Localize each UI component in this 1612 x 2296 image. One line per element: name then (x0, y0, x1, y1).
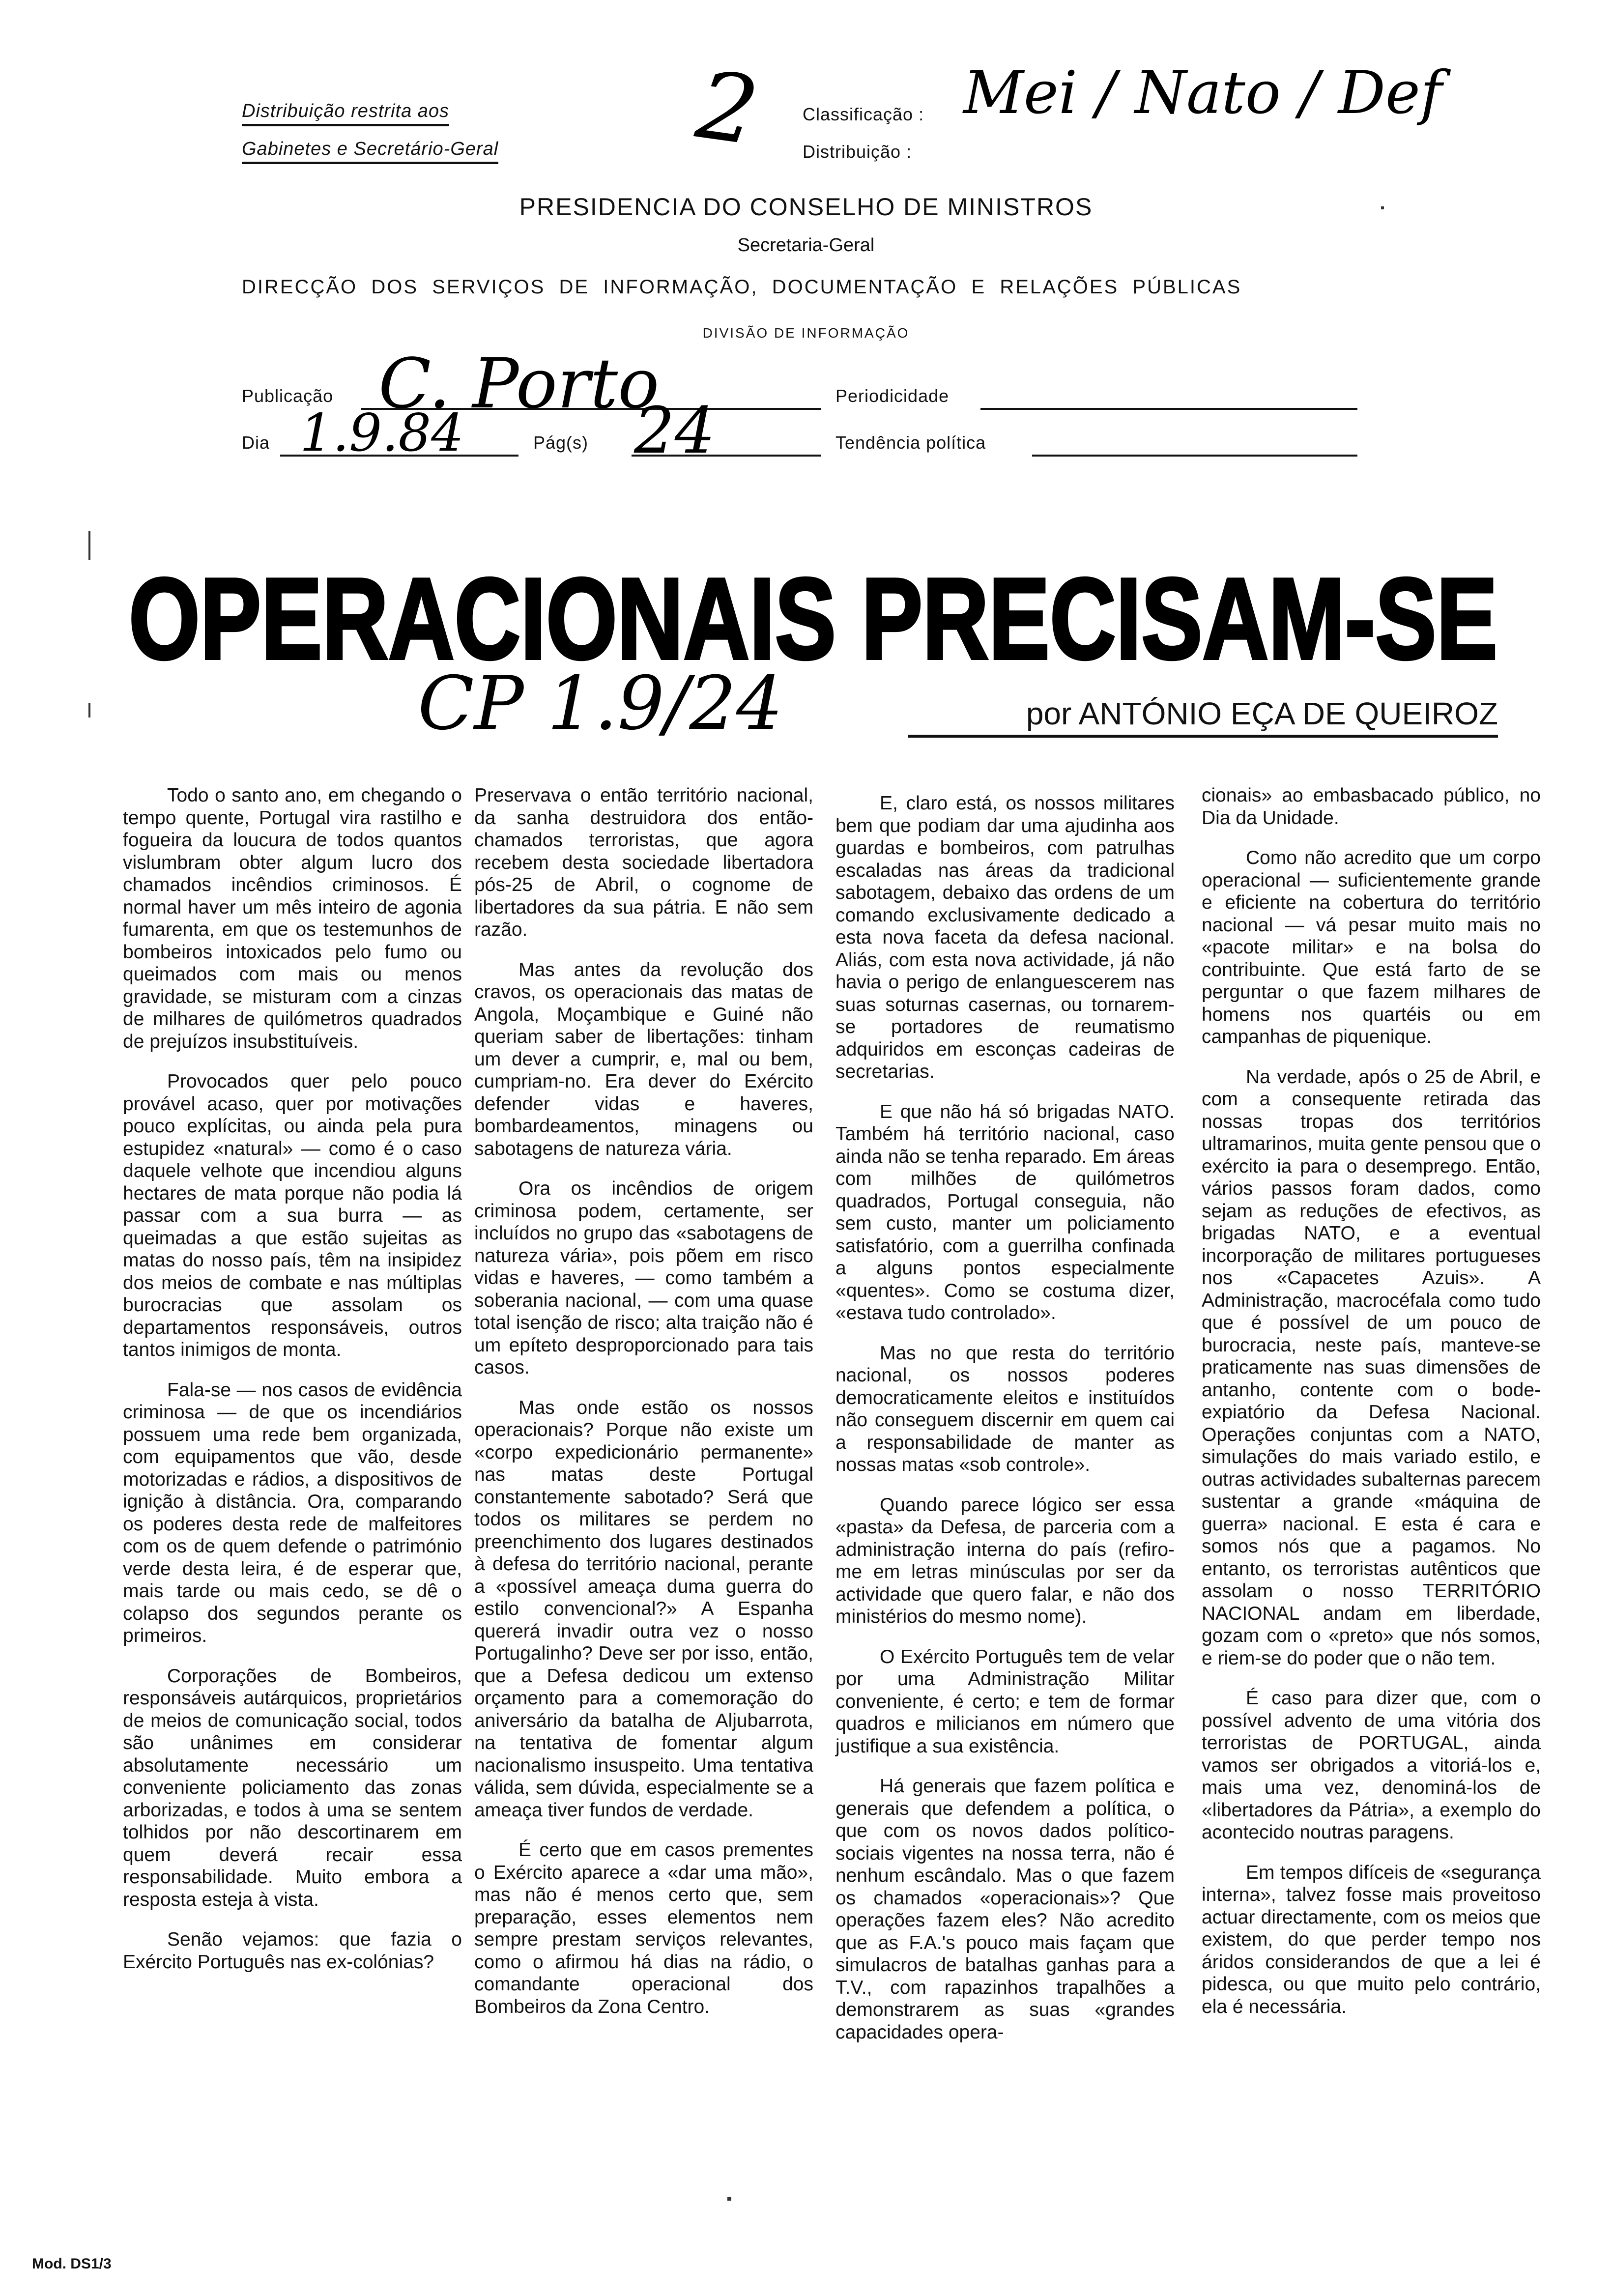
periodicity-label: Periodicidade (835, 386, 950, 406)
paragraph: Quando parece lógico ser essa «pasta» da Defesa, de parceria com a administração interna do país (refiro-me em letras minúsculas por ser da actividade que quero falar, e não dos ministérios do mesmo nome). (835, 1494, 1175, 1627)
scan-mark (727, 2197, 731, 2201)
paragraph: Ora os incêndios de origem criminosa podem, certamente, ser incluídos no grupo das «sabotagens de natureza vária», pois põem em risco vidas e haveres, — como também a soberania nacional, — com uma quase total isenção de risco; alta traição não é um epíteto desproporcionado para tais casos. (474, 1178, 813, 1378)
scan-mark (1381, 206, 1384, 209)
division-label: DIVISÃO DE INFORMAÇÃO (702, 325, 910, 341)
article-column-3 (835, 792, 1175, 2061)
handwritten-note: CP 1.9/24 (418, 661, 783, 746)
paragraph: Fala-se — nos casos de evidência criminosa — de que os incendiários possuem uma rede bem organizada, com equipamentos que vão, desde motorizadas e rádios, a dispositivos de ignição à distância. Ora, comparando os poderes desta rede de malfeitores com os de quem defende o património verde desta leira, é de esperar que, mais tarde ou mais cedo, se dê o colapso dos segundos perante os primeiros. (123, 1379, 462, 1646)
publication-label: Publicação (242, 386, 334, 406)
paragraph: E que não há só brigadas NATO. Também há território nacional, caso ainda não se tenha reparado. Em áreas com milhões de quilómetros quadrados, Portugal conseguia, não sem custo, manter um policiamento satisfatório, com a guerrilha confinada a alguns pontos especialmente «quentes». Como se costuma dizer, «estava tudo controlado». (835, 1101, 1175, 1323)
handwritten-number: 2 (691, 50, 765, 167)
distribution-restricted-line2: Gabinetes e Secretário-Geral (242, 139, 498, 164)
secretariat-label: Secretaria-Geral (737, 235, 875, 256)
article-column-2 (474, 784, 813, 2036)
scan-mark (88, 531, 90, 560)
day-value: 1.9.84 (300, 403, 464, 463)
article-column-4 (1202, 784, 1541, 2036)
article-title-text: OPERACIONAIS PRECISAM-SE (129, 555, 1497, 673)
paragraph: Na verdade, após o 25 de Abril, e com a consequente retirada das nossas tropas dos territórios ultramarinos, muita gente pensou que o exército ia para o desemprego. Então, vários passos foram dados, como sejam as reduções de efectivos, as brigadas NATO, e a eventual incorporação de militares portugueses nos «Capacetes Azuis». A Administração, macrocéfala como tudo que é possível de um pouco de burocracia, neste país, manteve-se praticamente nas suas dimensões de antanho, contente com o bode-expiatório da Defesa Nacional. Operações conjuntas com a NATO, simulações do mais variado estilo, e outras actividades subalternas parecem sustentar a grande «máquina de guerra» nacional. E esta é cara e somos nós que a pagamos. No entanto, os terroristas autênticos que assolam o nosso TERRITÓRIO NACIONAL andam em liberdade, gozam com o «preto» que nós somos, e riem-se do poder que o não tem. (1202, 1066, 1541, 1669)
article-column-1 (123, 784, 462, 1991)
paragraph: Mas onde estão os nossos operacionais? Porque não existe um «corpo expedicionário permanente» nas matas deste Portugal constantemente sabotado? Será que todos os militares se perdem no preenchimento dos lugares destinados à defesa do território nacional, perante a «possível ameaça duma guerra do estilo convencional?» A Espanha quererá invadir outra vez o nosso Portugalinho? Deve ser por isso, então, que a Defesa dedicou um extenso orçamento para a comemoração do aniversário da batalha de Aljubarrota, na tentativa de fomentar algum nacionalismo insuspeito. Uma tentativa válida, sem dúvida, especialmente se a ameaça tiver fundos de verdade. (474, 1397, 813, 1821)
paragraph: Senão vejamos: que fazia o Exército Português nas ex-colónias? (123, 1929, 462, 1973)
political-tendency-field (1032, 455, 1357, 457)
paragraph: É caso para dizer que, com o possível advento de uma vitória dos terroristas de PORTUGAL, ainda vamos ser obrigados a vitoriá-los e, mais uma vez, denominá-los de «libertadores da Pátria», a exemplo do acontecido noutras paragens. (1202, 1688, 1541, 1843)
paragraph: Mas no que resta do território nacional, os nossos poderes democraticamente eleitos e instituídos não conseguem discernir em quem cai a responsabilidade de manter as nossas matas «sob controle». (835, 1342, 1175, 1475)
political-tendency-label: Tendência política (835, 432, 986, 453)
distribution-restricted-line1: Distribuição restrita aos (242, 101, 449, 126)
day-label: Dia (242, 432, 270, 453)
paragraph: Em tempos difíceis de «segurança interna», talvez fosse mais proveitoso actuar directamente, com os meios que existem, do que perder tempo nos áridos considerandos de que a lei é pidesca, ou que muito pelo contrário, ela é necessária. (1202, 1862, 1541, 2017)
classification-label: Classificação : (803, 104, 924, 124)
paragraph: O Exército Português tem de velar por uma Administração Militar conveniente, é certo; e tem de formar quadros e milicianos em número que justifique a sua existência. (835, 1646, 1175, 1757)
directorate-label: DIRECÇÃO DOS SERVIÇOS DE INFORMAÇÃO, DOCUMENTAÇÃO E RELAÇÕES PÚBLICAS (242, 276, 1242, 298)
article-title (129, 555, 1500, 673)
paragraph: Corporações de Bombeiros, responsáveis autárquicos, proprietários de meios de comunicação social, todos são unânimes em considerar absolutamente necessário um conveniente policiamento das zonas arborizadas, e todos à uma se sentem tolhidos por não descortinarem em quem deverá recair essa responsabilidade. Muito embora a resposta esteja à vista. (123, 1665, 462, 1910)
form-code: Mod. DS1/3 (32, 2256, 112, 2272)
paragraph: E, claro está, os nossos militares bem que podiam dar uma ajudinha aos guardas e bombeiros, com patrulhas escaladas nas áreas da tradicional sabotagem, debaixo das ordens de um comando exclusivamente dedicado a esta nova faceta da defesa nacional. Aliás, com esta nova actividade, já não havia o perigo de enlanguescerem nas suas soturnas casernas, ou tornarem-se portadores de reumatismo adquiridos em esconças cadeiras de secretarias. (835, 793, 1175, 1082)
pages-value: 24 (634, 393, 716, 468)
pages-label: Pág(s) (533, 432, 589, 453)
periodicity-field (980, 408, 1357, 410)
scan-mark (88, 703, 90, 718)
paragraph: Provocados quer pelo pouco provável acaso, quer por motivações pouco explícitas, ou ainda pela pura estupidez «natural» — como é o caso daquele velhote que incendiou alguns hectares de mata porque não podia lá passar com a sua burra — as queimadas a que estão sujeitas as matas do nosso país, têm na insipidez dos meios de combate e nas múltiplas burocracias que assolam os departamentos responsáveis, outros tantos inimigos de monta. (123, 1071, 462, 1360)
paragraph: Todo o santo ano, em chegando o tempo quente, Portugal vira rastilho e fogueira da loucura de todos quantos vislumbram obter algum lucro dos chamados incêndios criminosos. É normal haver um mês inteiro de agonia fumarenta, em que os testemunhos de bombeiros intoxicados pelo fumo ou queimados com mais ou menos gravidade, se misturam com a cinzas de milhares de quilómetros quadrados de prejuízos insubstituíveis. (123, 785, 462, 1052)
paragraph: Como não acredito que um corpo operacional — suficientemente grande e eficiente na cobertura do território nacional — vá pesar muito mais no «pacote militar» e na bolsa do contribuinte. Que está farto de se perguntar o que fazem milhares de homens nos quartéis ou em campanhas de piquenique. (1202, 847, 1541, 1047)
paragraph: É certo que em casos prementes o Exército aparece a «dar uma mão», mas não é menos certo que, sem preparação, esses elementos nem sempre prestam serviços relevantes, como o afirmou há dias na rádio, o comandante operacional dos Bombeiros da Zona Centro. (474, 1839, 813, 2017)
institution-title: PRESIDENCIA DO CONSELHO DE MINISTROS (519, 193, 1093, 221)
paragraph: Há generais que fazem política e generais que defendem a política, o que com os novos dados político-sociais vigentes na nossa terra, não é nenhum escândalo. Mas o que fazem os chamados «operacionais»? Que operações fazem eles? Não acredito que as F.A.'s pouco mais façam que simulacros de batalhas ganhas para a T.V., com rapazinhos trapalhões a demonstrarem as suas «grandes capacidades opera- (835, 1776, 1175, 2043)
byline: por ANTÓNIO EÇA DE QUEIROZ (908, 695, 1498, 738)
distribution-label: Distribuição : (803, 142, 912, 162)
paragraph: Preservava o então território nacional, da sanha destruidora dos então-chamados terroristas, que agora recebem desta sociedade libertadora pós-25 de Abril, o cognome de libertadores da sua pátria. E não sem razão. (474, 785, 813, 940)
publication-value: C. Porto (378, 344, 660, 424)
paragraph: cionais» ao embasbacado público, no Dia da Unidade. (1202, 785, 1541, 829)
paragraph: Mas antes da revolução dos cravos, os operacionais das matas de Angola, Moçambique e Guiné não queriam saber de libertações: tinham um dever a cumprir, e, mal ou bem, cumpriam-no. Era dever do Exército defender vidas e haveres, bombardeamentos, minagens ou sabotagens de natureza vária. (474, 959, 813, 1159)
handwritten-classification: Mei / Nato / Def (963, 59, 1442, 127)
